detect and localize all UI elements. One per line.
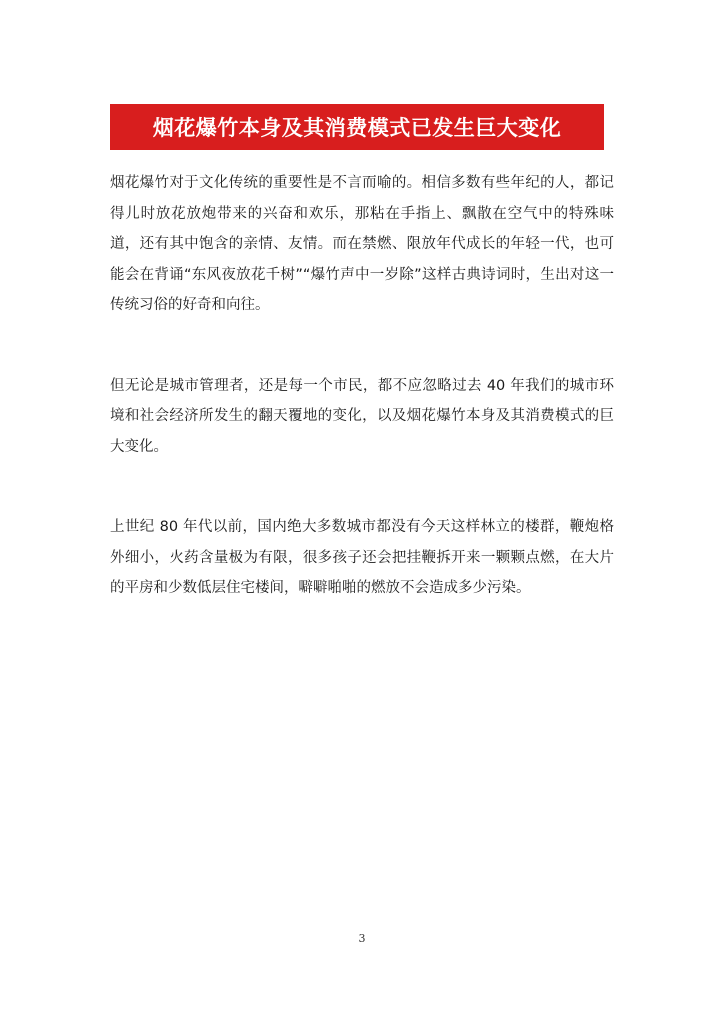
paragraph: 上世纪 80 年代以前，国内绝大多数城市都没有今天这样林立的楼群，鞭炮格外细小，火药含量极为有限，很多孩子还会把挂鞭拆开来一颗颗点燃，在大片的平房和少数低层住宅楼间，噼噼啪啪的燃放不会造成多少污染。 — [110, 519, 614, 596]
document-body — [110, 168, 614, 654]
title-banner — [110, 104, 604, 150]
page-number: 3 — [358, 932, 366, 945]
document-title: 烟花爆竹本身及其消费模式已发生巨大变化 — [152, 116, 562, 140]
paragraph: 烟花爆竹对于文化传统的重要性是不言而喻的。相信多数有些年纪的人，都记得儿时放花放炮带来的兴奋和欢乐，那粘在手指上、飘散在空气中的特殊味道，还有其中饱含的亲情、友情。而在禁燃、限放年代成长的年轻一代，也可能会在背诵“东风夜放花千树”“爆竹声中一岁除”这样古典诗词时，生出对这一传统习俗的好奇和向往。 — [110, 175, 614, 313]
paragraph: 但无论是城市管理者，还是每一个市民，都不应忽略过去 40 年我们的城市环境和社会经济所发生的翻天覆地的变化，以及烟花爆竹本身及其消费模式的巨大变化。 — [110, 377, 614, 455]
